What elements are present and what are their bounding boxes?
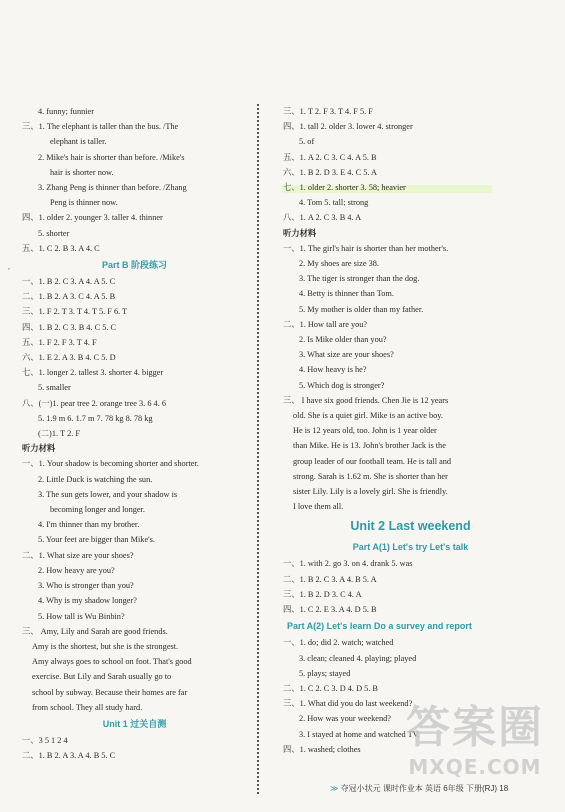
section-heading: Part A(1) Let's try Let's talk	[352, 542, 469, 553]
answer-line: exercise. But Lily and Sarah usually go to	[32, 672, 172, 682]
answer-line: 五、1. C 2. B 3. A 4. C	[22, 243, 100, 253]
section-heading: Unit 1 过关自测	[102, 718, 167, 729]
answer-line: 三、1. B 2. D 3. C 4. A	[283, 589, 362, 599]
answer-line: 3. Who is stronger than you?	[38, 581, 134, 591]
answer-line: 一、1. Your shadow is becoming shorter and shorter.	[22, 459, 199, 469]
answer-line: 三、1. T 2. F 3. T 4. F 5. F	[283, 107, 373, 116]
section-heading: Part B 阶段练习	[101, 260, 167, 271]
answer-line: 三、1. What did you do last weekend?	[283, 699, 413, 709]
answer-line: old. She is a quiet girl. Mike is an active boy.	[293, 411, 443, 421]
answer-line: 八、(一)1. pear tree 2. orange tree 3. 6 4. 6	[22, 398, 166, 408]
answer-line: Peng is thinner now.	[50, 198, 118, 208]
margin-tick: ,	[8, 262, 10, 271]
answer-line: 五、1. A 2. C 3. C 4. A 5. B	[283, 152, 377, 162]
answer-line: 四、1. older 2. younger 3. taller 4. thinner	[22, 213, 163, 223]
column-divider	[257, 104, 259, 794]
answer-line: Amy is the shortest, but she is the strongest.	[32, 641, 179, 651]
answer-line: 一、1. do; did 2. watch; watched	[283, 638, 394, 648]
answer-line: 2. My shoes are size 38.	[299, 259, 379, 269]
watermark-url: MXQE.COM	[408, 755, 542, 779]
answer-line: 四、1. C 2. E 3. A 4. D 5. B	[283, 605, 377, 615]
listening-material-label: 听力材料	[22, 443, 56, 454]
answer-line: 2. How was your weekend?	[299, 714, 391, 724]
watermark-logo	[395, 700, 555, 800]
answer-line: 二、1. What size are your shoes?	[22, 550, 134, 560]
answer-line: 四、1. tall 2. older 3. lower 4. stronger	[283, 122, 413, 132]
answer-line: 八、1. A 2. C 3. B 4. A	[283, 213, 362, 223]
answer-line: 二、1. B 2. A 3. C 4. A 5. B	[22, 292, 116, 302]
answer-line: elephant is taller.	[50, 137, 107, 147]
answer-line: sister Lily. Lily is a lovely girl. She is friendly.	[293, 487, 448, 497]
answer-line: 二、1. C 2. C 3. D 4. D 5. B	[283, 683, 378, 693]
answer-line: 5. smaller	[38, 383, 71, 393]
answer-line: 2. Mike's hair is shorter than before. /Mike's	[38, 152, 185, 162]
answer-line: 5. of	[299, 137, 315, 147]
answer-line: 七、1. longer 2. tallest 3. shorter 4. bigger	[22, 368, 164, 378]
answer-line: (二)1. T 2. F	[38, 429, 81, 439]
answer-line: 3. The tiger is stronger than the dog.	[299, 274, 420, 284]
answer-line: 5. plays; stayed	[299, 668, 351, 678]
answer-line: I love them all.	[293, 502, 344, 512]
answer-line: 4. How heavy is he?	[299, 365, 367, 375]
answer-line: 六、1. B 2. D 3. E 4. C 5. A	[283, 167, 378, 177]
listening-material-label: 听力材料	[283, 227, 317, 238]
answer-line: 三、 Amy, Lily and Sarah are good friends.	[22, 626, 168, 636]
left-answer-column	[22, 104, 247, 763]
watermark-title: 答案圈	[406, 702, 544, 753]
answer-line: 5. My mother is older than my father.	[299, 304, 424, 314]
answer-line: 三、1. The elephant is taller than the bus. /The	[22, 122, 179, 132]
answer-line: 5. shorter	[38, 228, 70, 238]
answer-line: 五、1. F 2. F 3. T 4. F	[22, 337, 97, 347]
answer-line: 四、1. B 2. C 3. B 4. C 5. C	[22, 322, 117, 332]
footer-arrow-icon: ≫	[330, 784, 339, 793]
answer-line: 3. clean; cleaned 4. playing; played	[299, 653, 417, 663]
answer-line: 4. Betty is thinner than Tom.	[299, 289, 394, 299]
answer-line: 2. Is Mike older than you?	[299, 335, 387, 345]
answer-line: 4. I'm thinner than my brother.	[38, 520, 140, 530]
answer-line: school by subway. Because their homes are far	[32, 687, 188, 697]
answer-line: 5. How tall is Wu Binbin?	[38, 611, 125, 621]
answer-line: 六、1. E 2. A 3. B 4. C 5. D	[22, 353, 116, 363]
answer-line: 四、1. washed; clothes	[283, 744, 361, 754]
section-heading: Unit 2 Last weekend	[350, 519, 471, 534]
answer-line: 三、 I have six good friends. Chen Jie is 12 years	[283, 395, 449, 405]
answer-line: 2. How heavy are you?	[38, 565, 115, 575]
answer-line: 二、1. B 2. C 3. A 4. B 5. A	[283, 574, 377, 584]
answer-line: 3. The sun gets lower, and your shadow is	[38, 489, 178, 499]
answer-line: 4. funny; funnier	[38, 107, 94, 116]
section-heading: Part A(2) Let's learn Do a survey and report	[287, 621, 472, 632]
answer-line: 5. Which dog is stronger?	[299, 380, 385, 390]
answer-line: Amy always goes to school on foot. That's good	[32, 657, 192, 667]
answer-line: than Mike. He is 13. John's brother Jack is the	[293, 441, 446, 451]
answer-line: 一、3 5 1 2 4	[22, 735, 68, 745]
answer-line: 3. Zhang Peng is thinner than before. /Zhang	[38, 183, 187, 193]
answer-line: becoming longer and longer.	[50, 505, 145, 515]
right-answer-column	[283, 104, 538, 757]
answer-line: 一、1. The girl's hair is shorter than her mother's.	[283, 243, 449, 253]
answer-line: 3. I stayed at home and watched TV.	[299, 729, 420, 739]
answer-line: from school. They all study hard.	[32, 702, 143, 712]
answer-line: 二、1. B 2. A 3. A 4. B 5. C	[22, 751, 116, 761]
answer-line: 4. Why is my shadow longer?	[38, 596, 137, 606]
answer-line: group leader of our football team. He is tall and	[293, 456, 452, 466]
answer-line: 5. Your feet are bigger than Mike's.	[38, 535, 155, 545]
footer-text: 夺冠小状元 课时作业本 英语 6年级 下册(RJ) 18	[340, 784, 509, 793]
answer-line: 2. Little Duck is watching the sun.	[38, 474, 153, 484]
answer-line: 二、1. How tall are you?	[283, 319, 368, 329]
answer-line: He is 12 years old, too. John is 1 year older	[293, 426, 437, 436]
answer-line: 三、1. F 2. T 3. T 4. T 5. F 6. T	[22, 307, 128, 317]
answer-line: 一、1. with 2. go 3. on 4. drank 5. was	[283, 559, 413, 569]
answer-line: 4. Tom 5. tall; strong	[299, 198, 369, 208]
answer-line: strong. Sarah is 1.62 m. She is shorter than her	[293, 471, 448, 481]
answer-line: 一、1. B 2. C 3. A 4. A 5. C	[22, 277, 116, 287]
answer-line: 七、1. older 2. shorter 3. 58; heavier	[283, 183, 406, 193]
answer-line: hair is shorter now.	[50, 167, 114, 177]
answer-line: 5. 1.9 m 6. 1.7 m 7. 78 kg 8. 78 kg	[38, 413, 153, 423]
answer-line: 3. What size are your shoes?	[299, 350, 394, 360]
